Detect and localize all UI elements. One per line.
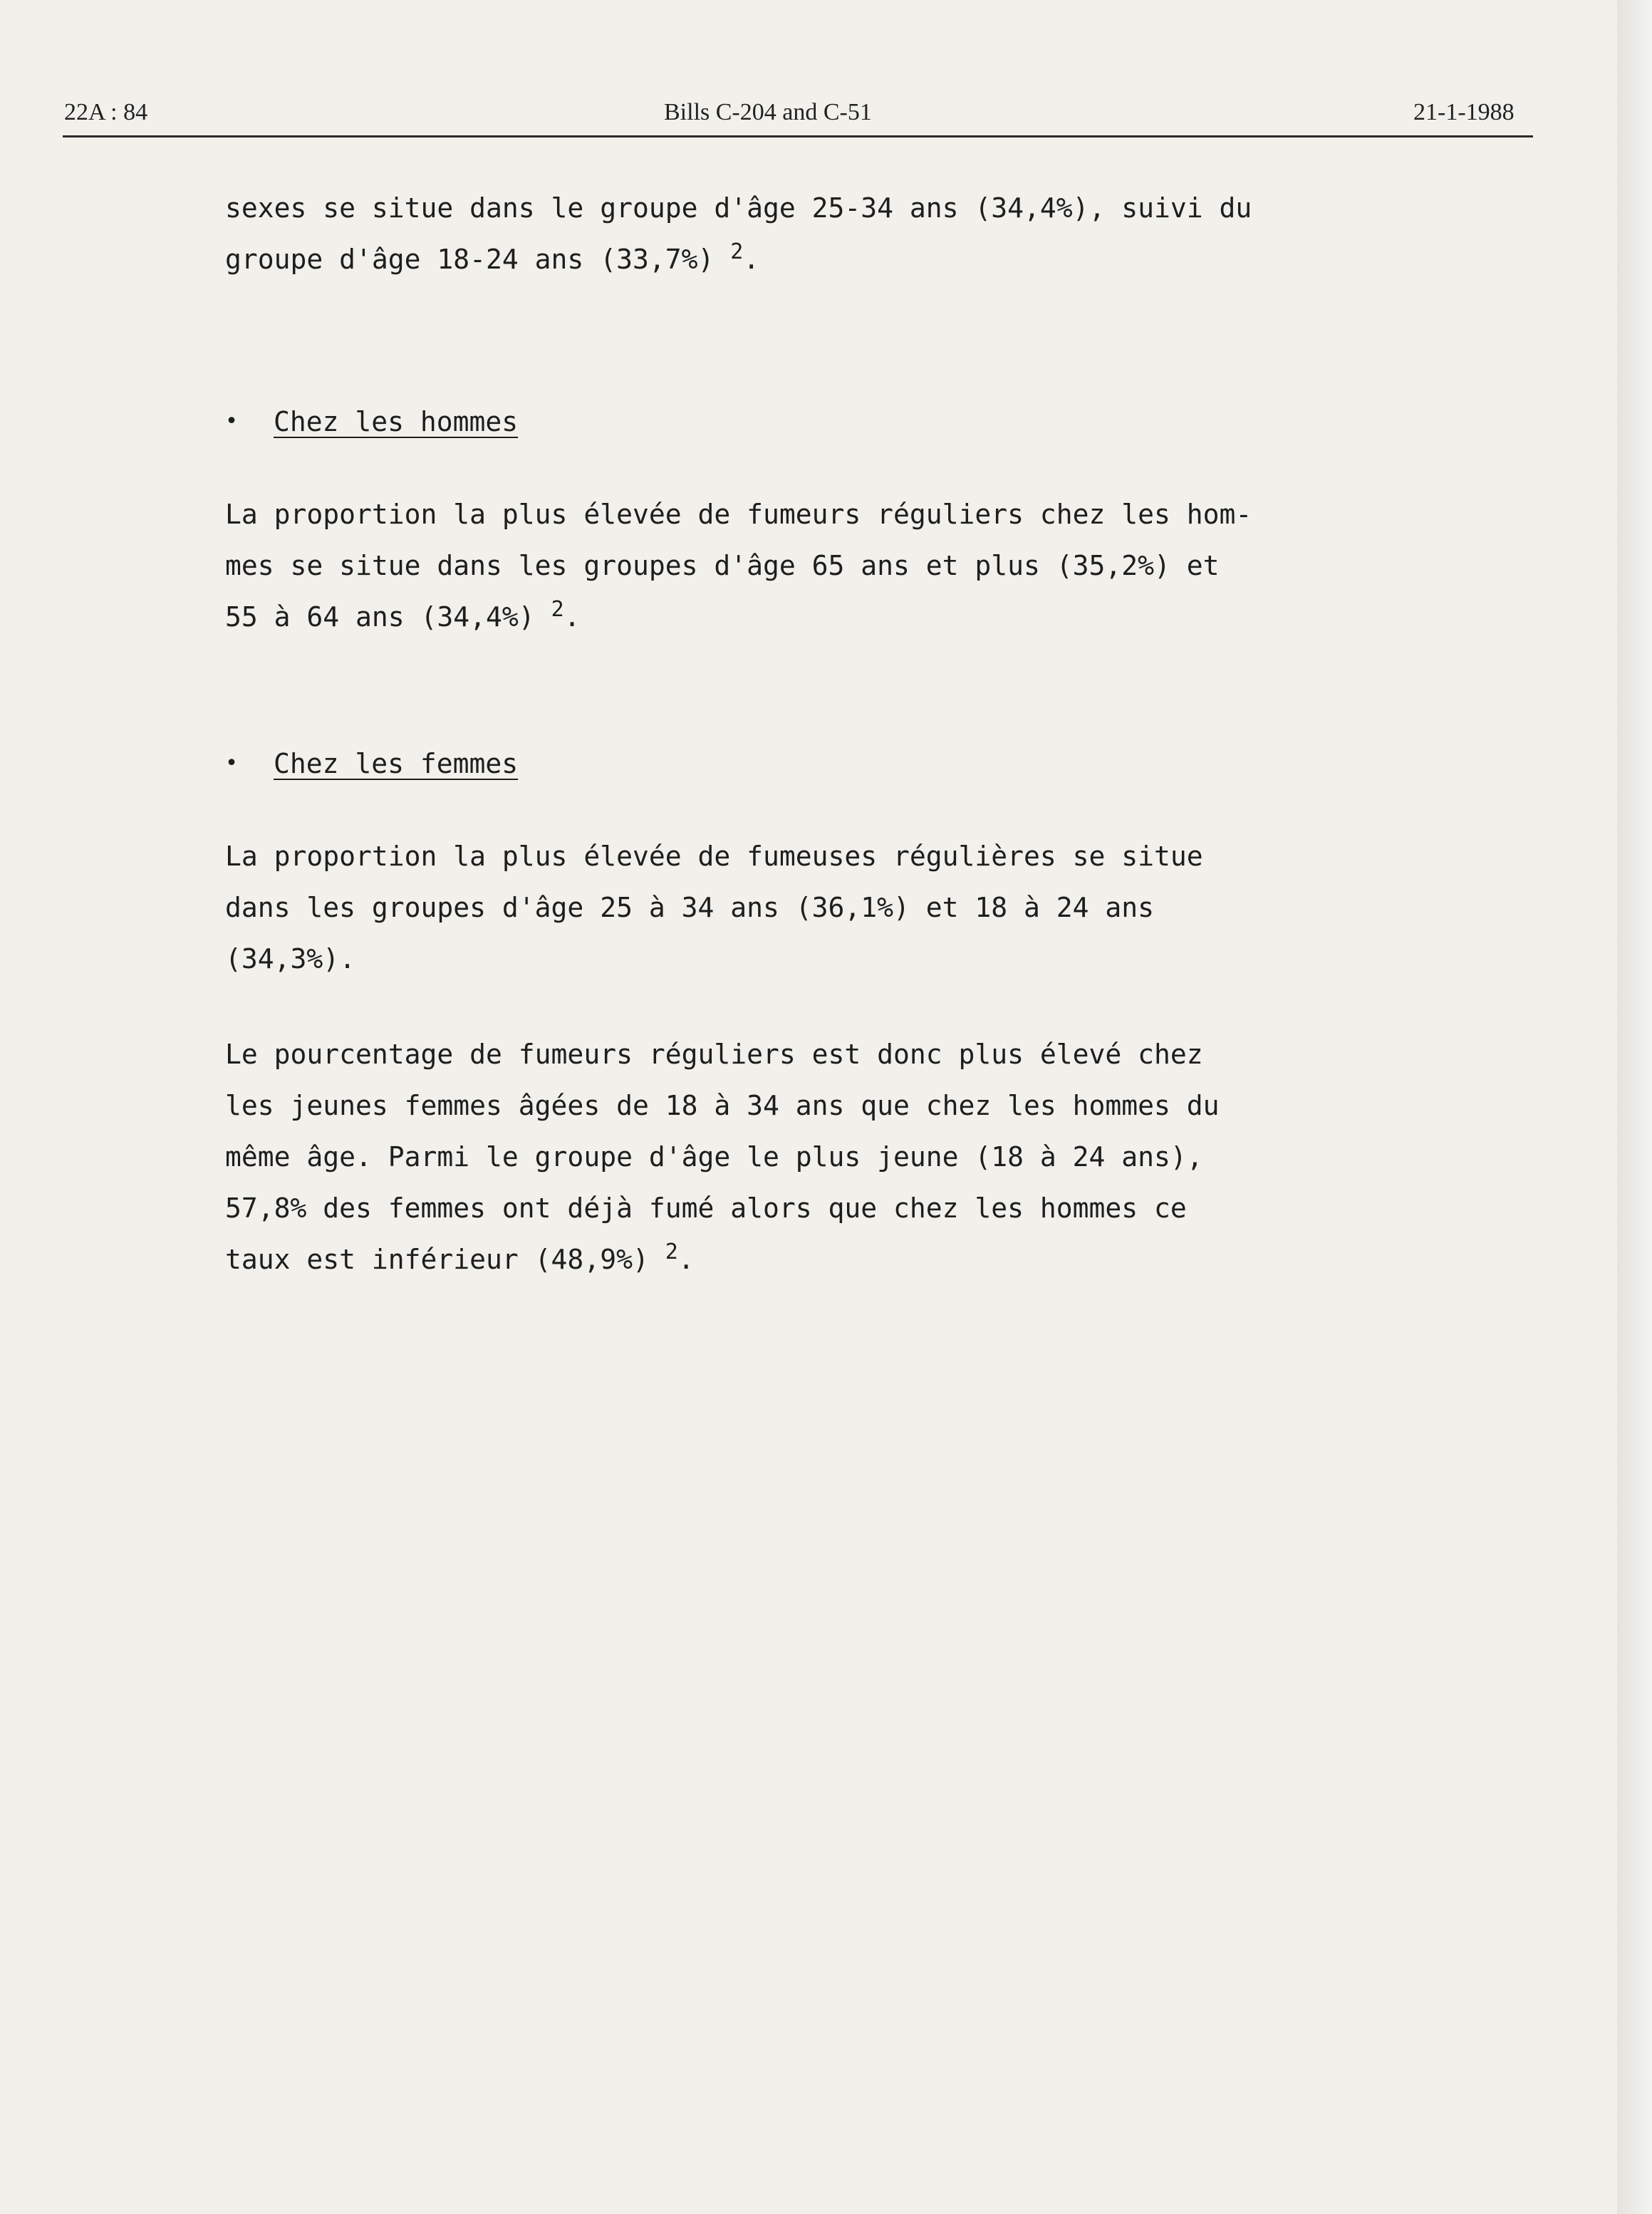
women-line-3: (34,3%).: [225, 943, 356, 975]
heading-men: Chez les hommes: [274, 406, 519, 437]
footnote-ref: 2: [730, 239, 744, 264]
footnote-ref: 2: [551, 597, 564, 622]
men-line-3: [225, 596, 581, 638]
conclusion-line-5-text: taux est inférieur (48,9%): [225, 1244, 649, 1275]
men-line-1: La proportion la plus élevée de fumeurs réguliers chez les hom-: [225, 499, 1252, 530]
women-line-1: La proportion la plus élevée de fumeuses régulières se situe: [225, 841, 1203, 872]
document-date: 21-1-1988: [1413, 99, 1515, 125]
conclusion-line-5: [225, 1238, 695, 1281]
footnote-ref: 2: [665, 1239, 678, 1264]
heading-women: Chez les femmes: [274, 748, 519, 779]
men-line-3-end: .: [563, 601, 581, 633]
conclusion-line-2: les jeunes femmes âgées de 18 à 34 ans que chez les hommes du: [225, 1090, 1220, 1121]
document-title: Bills C-204 and C-51: [664, 99, 872, 125]
intro-line-2-text: groupe d'âge 18-24 ans (33,7%): [225, 244, 715, 275]
conclusion-line-4: 57,8% des femmes ont déjà fumé alors que chez les hommes ce: [225, 1192, 1187, 1224]
bullet-women: •: [225, 751, 239, 776]
conclusion-line-3: même âge. Parmi le groupe d'âge le plus jeune (18 à 24 ans),: [225, 1141, 1203, 1173]
intro-line-1: sexes se situe dans le groupe d'âge 25-34 ans (34,4%), suivi du: [225, 192, 1252, 224]
bullet-men: •: [225, 409, 239, 434]
men-line-3-text: 55 à 64 ans (34,4%): [225, 601, 535, 633]
intro-line-2-end: .: [743, 244, 760, 275]
men-line-2: mes se situe dans les groupes d'âge 65 ans et plus (35,2%) et: [225, 550, 1220, 581]
women-line-2: dans les groupes d'âge 25 à 34 ans (36,1%) et 18 à 24 ans: [225, 892, 1155, 923]
page-reference: 22A : 84: [64, 99, 148, 125]
header-rule: [63, 135, 1533, 137]
page-edge: [1617, 0, 1652, 2214]
conclusion-line-5-end: .: [677, 1244, 695, 1275]
conclusion-line-1: Le pourcentage de fumeurs réguliers est donc plus élevé chez: [225, 1039, 1203, 1070]
intro-line-2: [225, 238, 759, 281]
